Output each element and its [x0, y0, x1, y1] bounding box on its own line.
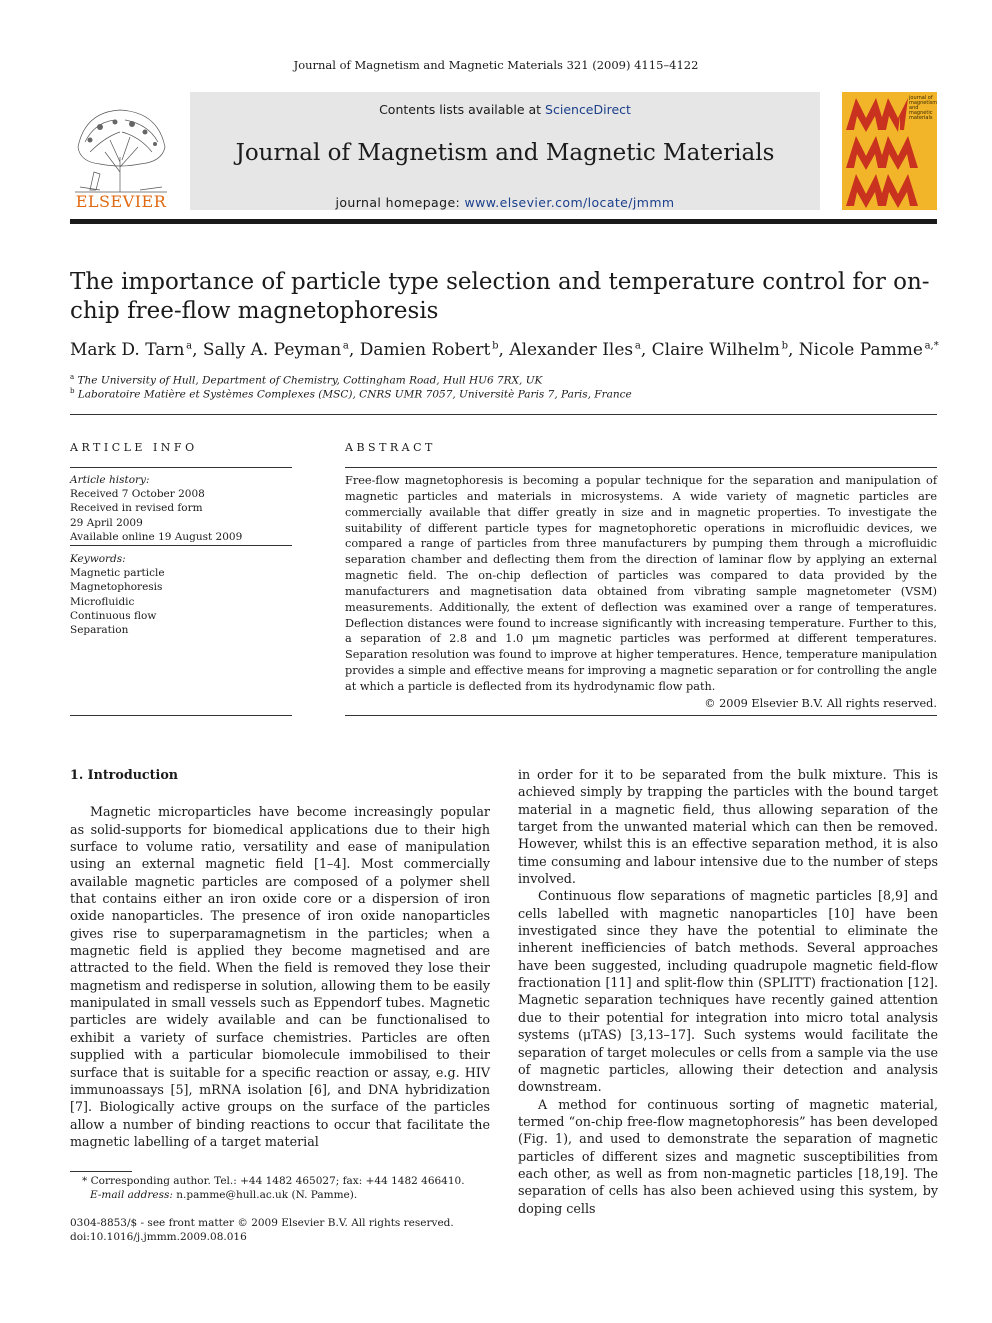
- email-address[interactable]: n.pamme@hull.ac.uk (N. Pamme).: [172, 1189, 358, 1201]
- contents-line: [190, 102, 820, 117]
- keyword: Continuous flow: [70, 609, 157, 622]
- abstract-bottom-rule: [345, 715, 937, 716]
- abstract-rule: [345, 467, 937, 468]
- contents-prefix: Contents lists available at: [379, 102, 546, 117]
- article-info-rule: [70, 467, 292, 468]
- history-item: Received in revised form: [70, 502, 203, 515]
- affil-sup: a: [70, 373, 75, 381]
- email-note: [90, 1188, 357, 1202]
- history-rule: [70, 545, 292, 546]
- author-affil-sup: a: [342, 340, 349, 352]
- history-item: Received 7 October 2008: [70, 488, 205, 501]
- body-paragraph: Continuous flow separations of magnetic particles [8,9] and cells labelled with magnetic nanoparticles [10] have been investigated since they have the potential to eliminate the inherent inefficiencies of batch methods. Several approaches have been suggested, including quadrupole magnetic field-flow fractionation [11] and split-flow thin (SPLITT) fractionation [12]. Magnetic separation techniques have recently gained attention due to their potential for integration into micro total analysis systems (μTAS) [3,13–17]. Such systems would facilitate the separation of target molecules or cells from a sample via the use of magnetic particles, allowing their detection and analysis downstream.: [518, 888, 938, 1095]
- homepage-link[interactable]: www.elsevier.com/locate/jmmm: [464, 195, 675, 210]
- article-title: The importance of particle type selection and temperature control for on-chip free-flow magnetophoresis: [70, 269, 930, 324]
- author-affil-sup: a: [186, 340, 193, 352]
- history-label: Article history:: [70, 474, 150, 486]
- body-left-column: [70, 766, 490, 1150]
- keyword: Magnetophoresis: [70, 581, 163, 594]
- body-paragraph: in order for it to be separated from the bulk mixture. This is achieved simply by trapping the particles with the bound target material in a magnetic field, thus allowing separation of the target from the unwanted material which can then be removed. However, whilst this is an effective separation method, it is also time consuming and labour intensive due to the number of steps involved.: [518, 767, 938, 887]
- body-right-column: [518, 766, 938, 1217]
- author-name: Alexander Iles: [509, 340, 634, 360]
- author-affil-sup: b: [492, 340, 499, 352]
- corresponding-author-note: * Corresponding author. Tel.: +44 1482 465027; fax: +44 1482 466410.: [82, 1175, 465, 1187]
- author-name: Nicole Pamme: [798, 340, 923, 360]
- abstract-heading: ABSTRACT: [345, 441, 436, 454]
- journal-name: Journal of Magnetism and Magnetic Materials: [235, 140, 775, 166]
- running-head: Journal of Magnetism and Magnetic Materials 321 (2009) 4115–4122: [293, 58, 699, 72]
- affiliation-a: [70, 373, 542, 387]
- history-item: Available online 19 August 2009: [70, 530, 243, 543]
- article-info-heading: ARTICLE INFO: [70, 441, 198, 454]
- affil-rule: [70, 414, 937, 415]
- journal-cover: [842, 92, 937, 210]
- email-label: E-mail address:: [90, 1189, 173, 1201]
- section-heading: 1. Introduction: [70, 767, 179, 782]
- issn-line: 0304-8853/$ - see front matter © 2009 Elsevier B.V. All rights reserved.: [70, 1217, 454, 1229]
- abstract-text: Free-flow magnetophoresis is becoming a popular technique for the separation and manipulation of magnetic particles and materials in microsystems. A wide variety of magnetic particles are commercially available that differ greatly in size and in magnetic properties. To investigate the suitability of different particle types for magnetophoretic operations in microfluidic devices, we compared a range of particles from three manufacturers by pumping them through a microfluidic separation chamber and deflecting them from the direction of laminar flow by applying an external magnetic field. The on-chip deflection of particles was compared to data provided by the manufacturers and magnetisation data obtained from vibrating sample magnetometer (VSM) measurements. Additionally, the extent of deflection was examined over a range of temperatures. Deflection distances were found to increase significantly with increasing temperature. Further to this, a separation of 2.8 and 1.0 μm magnetic particles was performed at different temperatures. Separation resolution was found to improve at higher temperatures. Hence, temperature manipulation provides a simple and effective means for improving a magnetic separation or for controlling the angle at which a particle is deflected from its hydrodynamic flow path.: [345, 474, 937, 693]
- affiliation-b: [70, 387, 632, 401]
- author-name: Mark D. Tarn: [70, 340, 185, 360]
- sciencedirect-link[interactable]: ScienceDirect: [545, 102, 631, 117]
- author-affil-sup: a,*: [924, 340, 939, 352]
- keyword: Magnetic particle: [70, 567, 165, 580]
- author-name: Sally A. Peyman: [202, 340, 342, 360]
- keyword: Microfluidic: [70, 595, 135, 608]
- keywords: [70, 552, 292, 637]
- homepage-prefix: journal homepage:: [335, 195, 465, 210]
- affil-text: The University of Hull, Department of Chemistry, Cottingham Road, Hull HU6 7RX, UK: [77, 374, 543, 387]
- article-info-bottom-rule: [70, 715, 292, 716]
- journal-homepage: [190, 195, 820, 210]
- abstract-copyright: © 2009 Elsevier B.V. All rights reserved.: [704, 697, 937, 710]
- author-name: Claire Wilhelm: [651, 340, 780, 360]
- keyword: Separation: [70, 624, 129, 637]
- author-list: Mark D. Tarn $^a$, Sally A. Peyman $^a$, Damien Robert $^b$, Alexander Iles $^a$, Claire Wilhelm $^b$, Nicole Pamme $^{a,*}$: [70, 340, 939, 360]
- header-rule: [70, 219, 937, 224]
- author-affil-sup: b: [781, 340, 788, 352]
- elsevier-wordmark: ELSEVIER: [75, 192, 167, 211]
- doi-line[interactable]: doi:10.1016/j.jmmm.2009.08.016: [70, 1231, 247, 1243]
- author-affil-sup: a: [634, 340, 641, 352]
- history-item: 29 April 2009: [70, 516, 143, 529]
- author-name: Damien Robert: [359, 340, 491, 360]
- affil-sup: b: [70, 387, 75, 395]
- affil-text: Laboratoire Matière et Systèmes Complexes (MSC), CNRS UMR 7057, Universitè Paris 7, Paris, France: [77, 388, 632, 401]
- body-paragraph: A method for continuous sorting of magnetic material, termed “on-chip free-flow magnetophoresis” has been developed (Fig. 1), and used to demonstrate the separation of magnetic particles of different sizes and magnetic susceptibilities from each other, as well as from non-magnetic particles [18,19]. The separation of cells has also been achieved using this system, by doping cells: [518, 1096, 938, 1216]
- body-paragraph: Magnetic microparticles have become increasingly popular as solid-supports for biomedical applications due to their high surface to volume ratio, versatility and ease of manipulation using an external magnetic field [1–4]. Most commercially available magnetic particles are composed of a polymer shell that contains either an iron oxide core or a dispersion of iron oxide nanoparticles. The presence of iron oxide nanoparticles gives rise to superparamagnetism in the particles; when a magnetic field is applied they become magnetised and are attracted to the field. When the field is removed they lose their magnetism and redisperse in solution, allowing them to be easily manipulated in small vessels such as Eppendorf tubes. Magnetic particles are widely available and can be functionalised to exhibit a variety of surface chemistries. Particles are often supplied with a particular biomolecule immobilised to their surface that is suitable for a specific reaction or assay, e.g. HIV immunoassays [5], mRNA isolation [6], and DNA hybridization [7]. Biologically active groups on the surface of the particles allow a number of binding reactions to occur that facilitate the magnetic labelling of a target material: [70, 804, 490, 1149]
- cover-title: journal of magnetism and magnetic materials: [909, 95, 937, 121]
- footnote-rule: [70, 1171, 132, 1172]
- keywords-label: Keywords:: [70, 553, 126, 565]
- article-history: [70, 473, 292, 544]
